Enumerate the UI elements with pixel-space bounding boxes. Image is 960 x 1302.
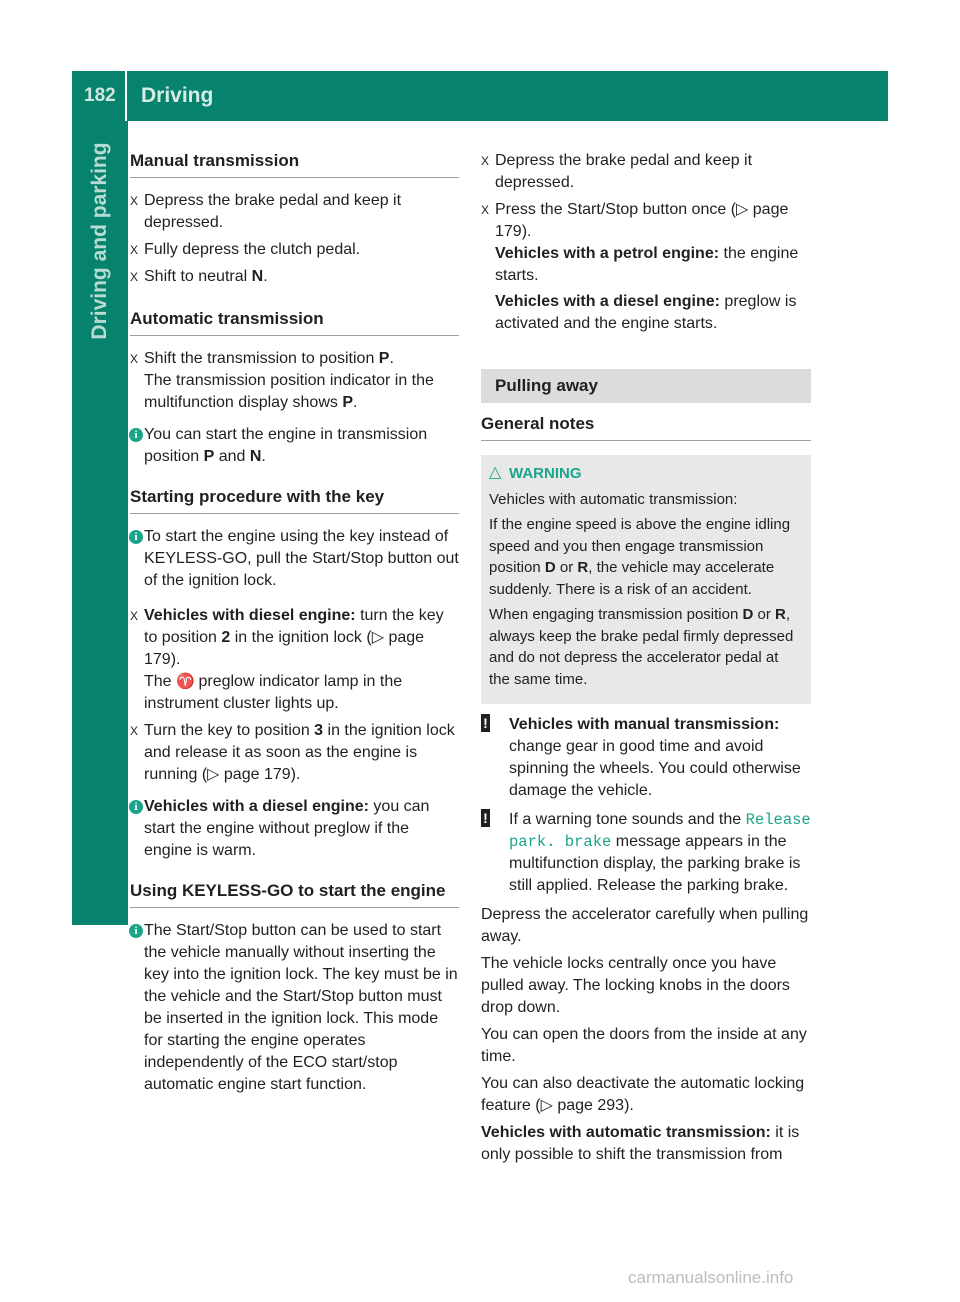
- arrow-icon: X: [130, 609, 139, 623]
- info-icon: i: [129, 924, 143, 938]
- info-note: i You can start the engine in transmission position P and N.: [130, 424, 459, 468]
- page-reference[interactable]: page 179).: [223, 766, 301, 783]
- paragraph: Depress the accelerator carefully when pulling away.: [481, 906, 809, 945]
- arrow-icon: X: [130, 243, 139, 257]
- info-note: i Vehicles with a diesel engine: you can start the engine without preglow if the engine is warm.: [130, 796, 459, 862]
- paragraph: The vehicle locks centrally once you have pulled away. The locking knobs in the doors drop down.: [481, 955, 790, 1016]
- arrow-icon: X: [481, 203, 490, 217]
- list-item: X Vehicles with diesel engine: turn the key to position 2 in the ignition lock (▷ page 179). The ♈ preglow indicator lamp in the instrument cluster lights up.: [130, 607, 444, 712]
- caution-note: ! If a warning tone sounds and the Release park. brake message appears in the multifunction display, the parking brake is still applied. Release the parking brake.: [481, 809, 811, 897]
- arrow-icon: X: [130, 352, 139, 366]
- list-item: X Press the Start/Stop button once (▷ page 179). Vehicles with a petrol engine: the engine starts. Vehicles with a diesel engine: preglow is activated and the engine starts.: [481, 201, 799, 332]
- arrow-icon: X: [481, 154, 490, 168]
- page-reference[interactable]: page 179).: [144, 629, 425, 668]
- arrow-icon: X: [130, 194, 139, 208]
- heading-automatic-transmission: Automatic transmission: [130, 308, 459, 336]
- warning-triangle-icon: △: [489, 464, 502, 481]
- heading-manual-transmission: Manual transmission: [130, 150, 459, 178]
- paragraph: Vehicles with automatic transmission: it is only possible to shift the transmission from: [481, 1124, 800, 1163]
- info-icon: i: [129, 428, 143, 442]
- info-icon: i: [129, 530, 143, 544]
- info-note: i To start the engine using the key instead of KEYLESS-GO, pull the Start/Stop button out of the ignition lock.: [130, 526, 459, 592]
- page-reference[interactable]: page 179).: [495, 201, 789, 240]
- header-divider: [125, 71, 127, 121]
- exclamation-icon: !: [481, 714, 490, 732]
- section-pulling-away: Pulling away: [481, 369, 811, 403]
- left-column: [130, 150, 459, 1109]
- paragraph: You can open the doors from the inside at any time.: [481, 1026, 807, 1065]
- preglow-lamp-icon: ♈: [176, 673, 195, 690]
- section-label: Driving and parking: [88, 142, 111, 340]
- info-icon: i: [129, 800, 143, 814]
- page-reference[interactable]: page 293).: [557, 1097, 634, 1114]
- page-ref-icon: ▷: [207, 766, 224, 783]
- exclamation-icon: !: [481, 809, 490, 827]
- display-message: Release park. brake: [509, 811, 811, 851]
- list-item: X Fully depress the clutch pedal.: [130, 239, 459, 261]
- list-item: X Shift the transmission to position P. The transmission position indicator in the multifunction display shows P.: [130, 350, 434, 411]
- caution-note: ! Vehicles with manual transmission: change gear in good time and avoid spinning the wheels. You could otherwise damage the vehicle.: [481, 714, 811, 802]
- page-ref-icon: ▷: [736, 201, 753, 218]
- info-note: i The Start/Stop button can be used to start the vehicle manually without inserting the key into the ignition lock. The key must be in the vehicle and the Start/Stop button must be inserted in the ignition lock. This mode for starting the engine operates independently of the ECO start/stop automatic engine start function.: [130, 920, 459, 1096]
- page-header: [72, 71, 888, 121]
- section-sidebar: [72, 121, 128, 925]
- page-title: Driving: [141, 84, 214, 107]
- arrow-icon: X: [130, 270, 139, 284]
- heading-starting-with-key: Starting procedure with the key: [130, 486, 459, 514]
- list-item: X Shift to neutral N.: [130, 266, 459, 288]
- paragraph: You can also deactivate the automatic locking feature (▷ page 293).: [481, 1075, 805, 1114]
- warning-box: △ WARNING Vehicles with automatic transmission: If the engine speed is above the engine idling speed and you then engage transmission position D or R, the vehicle may accelerate suddenly. There is a risk of an accident. When engaging transmission position D or R, always keep the brake pedal firmly depressed and do not depress the accelerator pedal at the same time.: [481, 455, 811, 704]
- list-item: X Depress the brake pedal and keep it depressed.: [481, 152, 753, 191]
- heading-general-notes: General notes: [481, 413, 811, 441]
- list-item: X Turn the key to position 3 in the ignition lock and release it as soon as the engine is running (▷ page 179).: [130, 722, 455, 783]
- page-ref-icon: ▷: [371, 629, 389, 646]
- heading-keyless-go: Using KEYLESS-GO to start the engine: [130, 880, 459, 908]
- list-item: X Depress the brake pedal and keep it depressed.: [130, 192, 402, 231]
- arrow-icon: X: [130, 724, 139, 738]
- watermark: carmanualsonline.info: [628, 1268, 794, 1287]
- page-ref-icon: ▷: [540, 1097, 558, 1114]
- page-number: 182: [84, 85, 116, 106]
- right-column: [481, 150, 811, 1171]
